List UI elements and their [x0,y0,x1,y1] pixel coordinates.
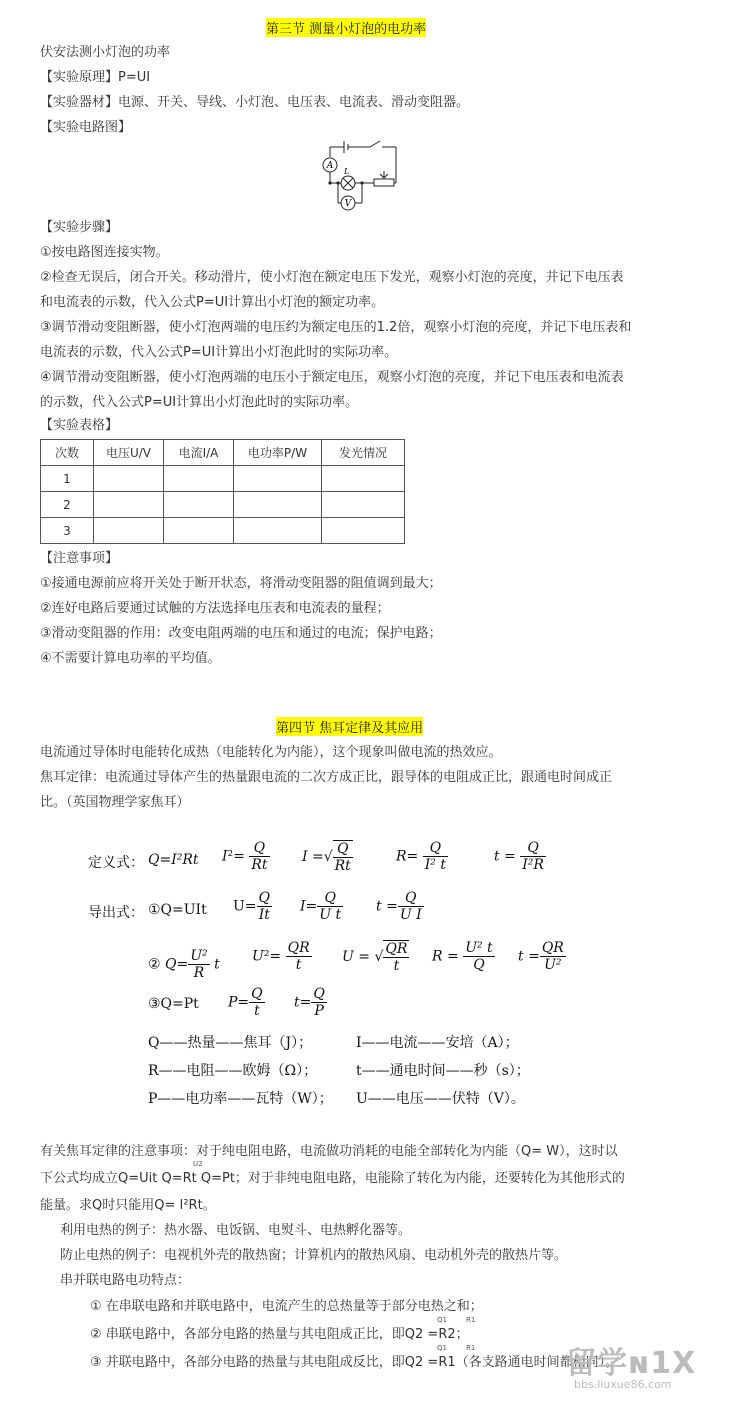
small-mark-r1: R1 [466,1344,476,1352]
circuit-features-label: 串并联电路电功特点： [60,1273,191,1288]
joule-note-line: 有关焦耳定律的注意事项：对于纯电阻电路，电流做功消耗的电能全部转化为内能（Q= W），这时以 [40,1144,618,1159]
derive-row3-lead: ③Q=Pt [148,996,199,1012]
table-row [41,492,405,518]
intro-line: 电流通过导体时电能转化成热（电能转化为内能），这个现象叫做电流的热效应。 [40,745,502,760]
formula-u-it: U= $\frac{Q}{It}$ [233,890,271,923]
steps-label: 【实验步骤】 [40,220,119,235]
table-row [41,518,405,544]
step-line: 的示数，代入公式P=UI计算出小灯泡此时的实际功率。 [40,395,359,410]
derive-row2-lead: ② Q= $\frac{\text{U²}}{R}$ t [148,948,220,981]
intro-text [40,740,612,815]
table-cell: 2 [41,492,94,518]
table-header: 电流I/A [164,440,234,466]
section4-title: 第四节 焦耳定律及其应用 [276,717,423,736]
unit-u: U——电压——伏特（V）。 [356,1091,525,1107]
note-line: ①接通电源前应将开关处于断开状态，将滑动变阻器的阻值调到最大； [40,576,442,591]
rheostat-icon [374,179,394,186]
ammeter-label: A [326,161,334,171]
formula-u-sqrt: U = √ $\frac{QR}{t}$ [342,941,408,974]
formula-r-u2t: R = $\frac{\text{U² t}}{Q}$ [432,940,493,973]
notes-label: 【注意事项】 [40,551,119,566]
note-line: ②连好电路后要通过试触的方法选择电压表和电流表的量程； [40,601,390,616]
unit-r: R——电阻——欧姆（Ω）； [148,1063,318,1079]
formula-p: P= $\frac{Q}{t}$ [228,986,263,1019]
step-line: ②检查无误后，闭合开关。移动滑片，使小灯泡在额定电压下发光，观察小灯泡的亮度，并记下电压表 [40,270,624,285]
formula-t-p: t= $\frac{Q}{P}$ [294,986,325,1019]
table-cell: 3 [41,518,94,544]
unit-q: Q——热量——焦耳（J）； [148,1035,313,1051]
def-formula: Q=I²Rt [148,852,199,868]
formula-t-ui: t = $\frac{Q}{\text{U I}}$ [376,890,422,923]
table-header: 电功率P/W [234,440,322,466]
unit-i: I——电流——安培（A）； [356,1035,519,1051]
formula-i: I =√ $\frac{Q}{Rt}$ [302,841,351,874]
subtitle: 伏安法测小灯泡的功率 [40,45,171,60]
voltmeter-label: V [344,199,352,209]
table-cell: 1 [41,466,94,492]
note-line: ④不需要计算电功率的平均值。 [40,651,221,666]
formula-t-qr: t = $\frac{QR}{\text{U²}}$ [518,940,564,973]
formula-u2: U²= $\frac{QR}{t}$ [252,940,310,973]
unit-t: t——通电时间——秒（s）； [356,1063,530,1079]
table-header: 电压U/V [94,440,164,466]
formula-i-ut: I= $\frac{Q}{\text{U t}}$ [300,890,342,923]
formula-i2: I²= $\frac{Q}{Rt}$ [222,840,268,873]
formula-r: R= $\frac{Q}{\text{I² t}}$ [396,840,446,873]
watermark-url: bbs.liuxue86.com [574,1378,672,1391]
heat-use-example: 利用电热的例子：热水器、电饭锅、电熨斗、电热孵化器等。 [60,1223,412,1238]
intro-line: 焦耳定律：电流通过导体产生的热量跟电流的二次方成正比，跟导体的电阻成正比，跟通电时间成正 [40,770,613,785]
table-header: 发光情况 [322,440,405,466]
feature-line: ② 串联电路中，各部分电路的热量与其电阻成正比，即Q2 =R2； [90,1327,469,1342]
section3-title: 第三节 测量小灯泡的电功率 [266,18,426,37]
notes-list [40,571,442,671]
equipment: 【实验器材】电源、开关、导线、小灯泡、电压表、电流表、滑动变阻器。 [40,95,470,110]
lamp-label: L [344,167,350,176]
principle: 【实验原理】P=UI [40,70,151,85]
small-mark-r1: R1 [466,1316,476,1324]
feature-line: ③ 并联电路中，各部分电路的热量与其电阻成反比，即Q2 =R1（各支路通电时间都相同）。 [90,1355,619,1370]
step-line: ③调节滑动变阻断器，使小灯泡两端的电压约为额定电压的1.2倍，观察小灯泡的亮度，并记下电压表和 [40,320,632,335]
table-header: 次数 [41,440,94,466]
watermark-logo: 留学ɴ1X [566,1346,697,1381]
unit-p: P——电功率——瓦特（W）； [148,1091,333,1107]
derive-label: 导出式： [88,905,144,921]
table-label: 【实验表格】 [40,418,119,433]
def-label: 定义式： [88,855,144,871]
table-header-row [41,440,405,466]
formula-t: t = $\frac{Q}{\text{I²R}}$ [494,840,544,873]
steps-list [40,240,631,415]
note-line: ③滑动变阻器的作用：改变电阻两端的电压和通过的电流；保护电路； [40,626,442,641]
intro-line: 比。（英国物理学家焦耳） [40,795,190,810]
small-mark-q1: Q1 [437,1344,447,1352]
circuit-diagram [300,135,420,215]
small-mark-q1: Q1 [437,1316,447,1324]
step-line: 和电流表的示数，代入公式P=UI计算出小灯泡的额定功率。 [40,295,385,310]
circuit-label: 【实验电路图】 [40,120,132,135]
step-line: ①按电路图连接实物。 [40,245,169,260]
small-mark-u2: U2 [193,1160,203,1168]
joule-note-line: 下公式均成立Q=Uit Q=Rt Q=Pt；对于非纯电阻电路，电能除了转化为内能，还要转化为其他形式的 [40,1171,625,1186]
experiment-table [40,439,405,544]
switch [370,141,380,147]
step-line: ④调节滑动变阻断器，使小灯泡两端的电压小于额定电压，观察小灯泡的亮度，并记下电压表和电流表 [40,370,624,385]
heat-prevent-example: 防止电热的例子：电视机外壳的散热窗；计算机内的散热风扇、电动机外壳的散热片等。 [60,1248,568,1263]
step-line: 电流表的示数，代入公式P=UI计算出小灯泡此时的实际功率。 [40,345,398,360]
derive-row1-lead: ①Q=UIt [148,902,207,918]
joule-note-line: 能量。求Q时只能用Q= I²Rt。 [40,1198,216,1213]
feature-line: ① 在串联电路和并联电路中，电流产生的总热量等于部分电热之和； [90,1299,483,1314]
table-row [41,466,405,492]
